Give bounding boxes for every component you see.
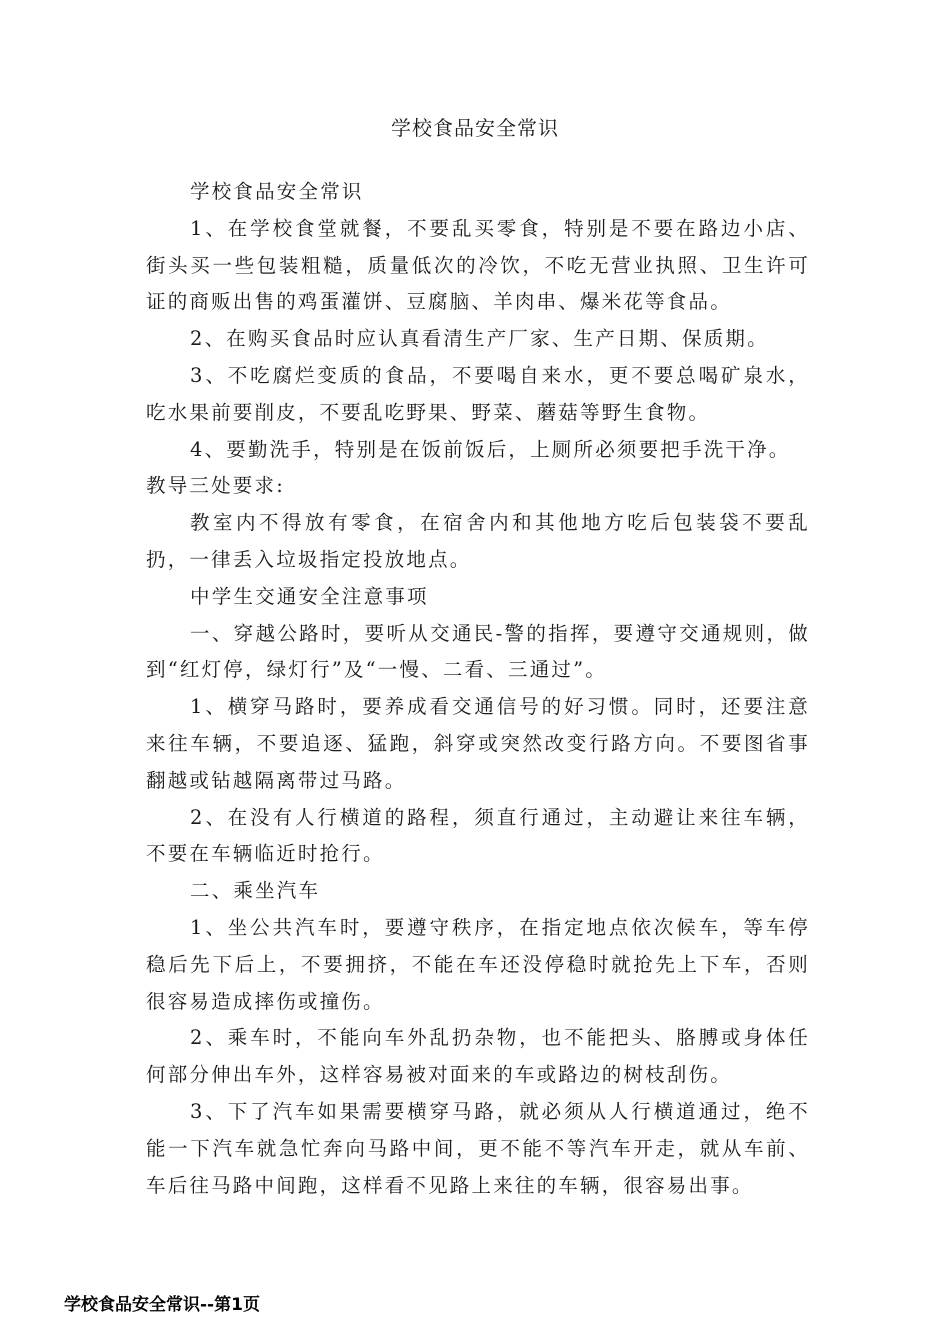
paragraph: 1、在学校食堂就餐，不要乱买零食，特别是不要在路边小店、街头买一些包装粗糙，质量低次的冷饮，不吃无营业执照、卫生许可证的商贩出售的鸡蛋灌饼、豆腐脑、羊肉串、爆米花等食品。 — [146, 216, 810, 314]
paragraph: 1、横穿马路时，要养成看交通信号的好习惯。同时，还要注意来往车辆，不要追逐、猛跑，斜穿或突然改变行路方向。不要图省事翻越或钻越隔离带过马路。 — [146, 695, 810, 792]
paragraph: 3、不吃腐烂变质的食品，不要喝自来水，更不要总喝矿泉水，吃水果前要削皮，不要乱吃野果、野菜、蘑菇等野生食物。 — [146, 363, 810, 424]
document-body — [146, 174, 810, 1204]
paragraph: 2、在购买食品时应认真看清生产厂家、生产日期、保质期。 — [190, 327, 769, 351]
document-title: 学校食品安全常识 — [391, 116, 559, 140]
section-heading: 二、乘坐汽车 — [190, 879, 321, 903]
paragraph: 3、下了汽车如果需要横穿马路，就必须从人行横道通过，绝不能一下汽车就急忙奔向马路中间，更不能不等汽车开走，就从车前、车后往马路中间跑，这样看不见路上来往的车辆，很容易出事。 — [146, 1099, 810, 1197]
paragraph: 2、在没有人行横道的路程，须直行通过，主动避让来往车辆，不要在车辆临近时抢行。 — [146, 805, 810, 866]
paragraph: 教导三处要求: — [146, 474, 285, 498]
paragraph: 教室内不得放有零食，在宿舍内和其他地方吃后包装袋不要乱扔，一律丢入垃圾指定投放地点。 — [146, 511, 810, 571]
paragraph: 一、穿越公路时，要听从交通民-警的指挥，要遵守交通规则，做到“红灯停，绿灯行”及“一慢、二看、三通过”。 — [146, 621, 810, 682]
section-heading: 中学生交通安全注意事项 — [190, 584, 429, 608]
page-footer: 学校食品安全常识--第1页 — [64, 1295, 260, 1315]
paragraph: 学校食品安全常识 — [190, 180, 364, 203]
paragraph: 2、乘车时，不能向车外乱扔杂物，也不能把头、胳膊或身体任何部分伸出车外，这样容易被对面来的车或路边的树枝刮伤。 — [146, 1026, 810, 1087]
paragraph: 4、要勤洗手，特别是在饭前饭后，上厕所必须要把手洗干净。 — [190, 437, 791, 461]
paragraph: 1、坐公共汽车时，要遵守秩序，在指定地点依次候车，等车停稳后先下后上，不要拥挤，不能在车还没停稳时就抢先上下车，否则很容易造成摔伤或撞伤。 — [146, 915, 810, 1013]
